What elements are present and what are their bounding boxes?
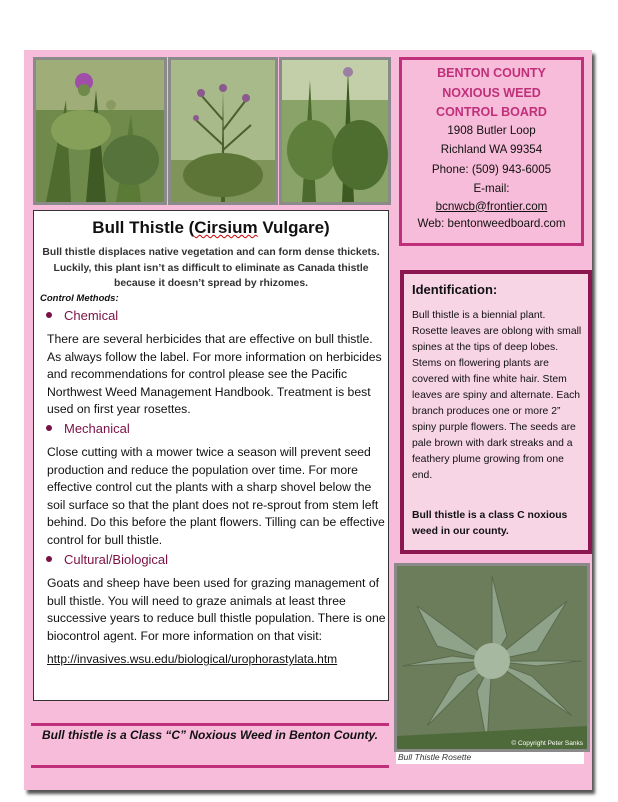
- method-text-chemical: There are several herbicides that are effective on bull thistle. As always follow the label. For more information on herbicides and recommendations for control please see the Pacific Northwest Weed Management Handbook. Treatment is best used on first year rosettes.: [47, 332, 382, 416]
- rosette-caption-box: [396, 752, 584, 764]
- email-label: E-mail:: [473, 182, 510, 195]
- method-text-cultural: Goats and sheep have been used for grazing management of bull thistle. You will need to graze animals at least three successive years to reduce bull thistle population. There is one biocontrol agent. For more information on that visit:: [47, 576, 386, 643]
- class-note: Bull thistle is a class C noxious weed in our county.: [412, 510, 568, 537]
- bullet-icon: [46, 556, 52, 562]
- biocontrol-link[interactable]: http://invasives.wsu.edu/biological/urophorastylata.htm: [47, 652, 338, 666]
- thistle-flower-photo: [33, 57, 167, 205]
- class-banner: Bull thistle is a Class “C” Noxious Weed in Benton County.: [41, 728, 379, 742]
- identification-heading: Identification:: [412, 282, 498, 297]
- bullet-icon: [46, 312, 52, 318]
- control-methods-label: Control Methods:: [40, 293, 119, 304]
- identification-text: Bull thistle is a biennial plant. Rosette leaves are oblong with small spines at the tips of deep lobes. Stems on flowering plants are covered with fine white hair. Stem leaves are spiny and alternate. Each branch produces one or more 2” spiny purple flowers. The seeds are pale brown with dark streaks and a feathery plume growing from one end.: [412, 310, 582, 481]
- method-text-mechanical: Close cutting with a mower twice a season will prevent seed production and reduce the population over time. For more effective control cut the plants with a sharp shovel below the soil surface so that the plant does not re-sprout from stem left behind. Do this before the plant flowers. Tilling can be effective control for bull thistle.: [47, 445, 385, 547]
- website: Web: bentonweedboard.com: [417, 217, 566, 230]
- rosette-photo: [394, 563, 590, 752]
- rosette-caption: Bull Thistle Rosette: [398, 752, 472, 762]
- banner-divider-top: [31, 723, 389, 726]
- method-heading-cultural: Cultural/Biological: [46, 552, 168, 567]
- method-heading-mechanical: Mechanical: [46, 421, 130, 436]
- thistle-stem-photo: [279, 57, 391, 205]
- contact-box: [399, 57, 584, 246]
- org-name: BENTON COUNTY NOXIOUS WEED CONTROL BOARD: [436, 66, 547, 119]
- intro-text: Bull thistle displaces native vegetation and can form dense thickets. Luckily, this plant isn’t as difficult to eliminate as Canada thistle because it doesn’t spread by rhizomes.: [42, 247, 380, 289]
- address-line-1: 1908 Butler Loop: [447, 123, 536, 137]
- main-content-card: [33, 210, 389, 701]
- phone-number: Phone: (509) 943-6005: [431, 162, 552, 176]
- bullet-icon: [46, 425, 52, 431]
- identification-box: [400, 270, 592, 554]
- email-link[interactable]: bcnwcb@frontier.com: [435, 199, 548, 213]
- photo-copyright: © Copyright Peter Sanks: [511, 740, 583, 747]
- thistle-plant-photo: [168, 57, 278, 205]
- address-line-2: Richland WA 99354: [440, 143, 543, 156]
- page-title: Bull Thistle (Cirsium Vulgare): [92, 218, 330, 237]
- method-heading-chemical: Chemical: [46, 308, 118, 323]
- banner-divider-bottom: [31, 765, 389, 768]
